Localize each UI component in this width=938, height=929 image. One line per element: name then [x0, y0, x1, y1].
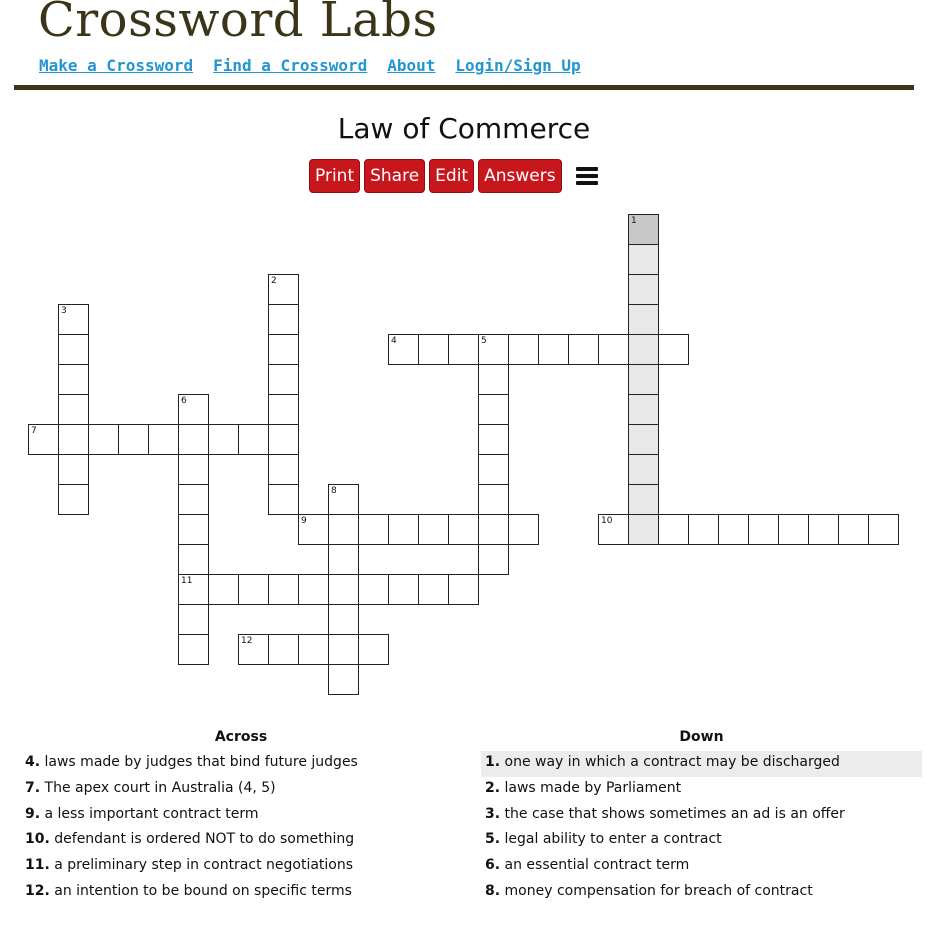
- grid-cell[interactable]: [178, 424, 209, 455]
- main-nav: [39, 56, 581, 75]
- grid-cell[interactable]: [748, 514, 779, 545]
- grid-cell[interactable]: [628, 214, 659, 245]
- grid-cell[interactable]: [178, 454, 209, 485]
- edit-button[interactable]: Edit: [429, 159, 474, 193]
- cell-number: 2: [271, 276, 277, 286]
- grid-cell[interactable]: [178, 514, 209, 545]
- grid-cell[interactable]: [448, 514, 479, 545]
- clue-text: laws made by judges that bind future judges: [40, 754, 358, 770]
- grid-cell[interactable]: [478, 424, 509, 455]
- grid-cell[interactable]: [58, 484, 89, 515]
- grid-cell[interactable]: [28, 424, 59, 455]
- nav-about[interactable]: About: [387, 56, 436, 75]
- clue-text: the case that shows sometimes an ad is an offer: [500, 805, 845, 822]
- header-divider: [14, 85, 914, 90]
- grid-cell[interactable]: [718, 514, 749, 545]
- grid-cell[interactable]: [58, 364, 89, 395]
- grid-cell[interactable]: [838, 514, 869, 545]
- clue-text: The apex court in Australia (4, 5): [40, 779, 276, 796]
- cell-number: 9: [301, 516, 307, 526]
- clue-text: legal ability to enter a contract: [500, 831, 722, 848]
- clue-text: laws made by Parliament: [500, 779, 682, 796]
- grid-cell[interactable]: [508, 514, 539, 545]
- site-logo[interactable]: Crossword Labs: [38, 0, 438, 48]
- nav-login-signup[interactable]: Login/Sign Up: [455, 56, 581, 75]
- grid-cell[interactable]: [268, 394, 299, 425]
- grid-cell[interactable]: [688, 514, 719, 545]
- down-clues: [481, 729, 922, 906]
- grid-cell[interactable]: [778, 514, 809, 545]
- clue-number: 3.: [485, 805, 501, 822]
- grid-cell[interactable]: [178, 394, 209, 425]
- grid-cell[interactable]: [478, 364, 509, 395]
- grid-cell[interactable]: [628, 364, 659, 395]
- grid-cell[interactable]: [148, 424, 179, 455]
- cell-number: 10: [601, 516, 613, 526]
- grid-cell[interactable]: [178, 574, 209, 605]
- clue-number: 1.: [485, 754, 501, 770]
- grid-cell[interactable]: [268, 274, 299, 305]
- nav-make-crossword[interactable]: Make a Crossword: [39, 56, 194, 75]
- grid-cell[interactable]: [208, 574, 239, 605]
- grid-cell[interactable]: [178, 544, 209, 575]
- grid-cell[interactable]: [808, 514, 839, 545]
- grid-cell[interactable]: [238, 634, 269, 665]
- clue-down[interactable]: [481, 751, 922, 777]
- grid-cell[interactable]: [328, 544, 359, 575]
- clue-text: one way in which a contract may be discharged: [500, 754, 840, 770]
- cell-number: 6: [181, 396, 187, 406]
- grid-cell[interactable]: [418, 574, 449, 605]
- grid-cell[interactable]: [478, 334, 509, 365]
- clue-down[interactable]: [481, 777, 922, 803]
- share-button[interactable]: Share: [364, 159, 425, 193]
- grid-cell[interactable]: [388, 334, 419, 365]
- clue-number: 2.: [485, 779, 501, 796]
- grid-cell[interactable]: [388, 514, 419, 545]
- clue-across[interactable]: [21, 880, 461, 906]
- clue-number: 8.: [485, 882, 501, 899]
- across-clues: [21, 729, 461, 906]
- grid-cell[interactable]: [628, 244, 659, 275]
- grid-cell[interactable]: [268, 334, 299, 365]
- grid-cell[interactable]: [658, 334, 689, 365]
- grid-cell[interactable]: [298, 514, 329, 545]
- grid-cell[interactable]: [538, 334, 569, 365]
- clue-number: 6.: [485, 857, 501, 874]
- grid-cell[interactable]: [628, 484, 659, 515]
- grid-cell[interactable]: [58, 304, 89, 335]
- grid-cell[interactable]: [328, 574, 359, 605]
- clue-down[interactable]: [481, 803, 922, 829]
- grid-cell[interactable]: [268, 574, 299, 605]
- clue-down[interactable]: [481, 854, 922, 880]
- clue-text: defendant is ordered NOT to do something: [49, 831, 355, 848]
- grid-cell[interactable]: [508, 334, 539, 365]
- puzzle-toolbar: [309, 159, 598, 193]
- clue-down[interactable]: [481, 880, 922, 906]
- grid-cell[interactable]: [448, 334, 479, 365]
- grid-cell[interactable]: [178, 634, 209, 665]
- clue-across[interactable]: [21, 777, 461, 803]
- grid-cell[interactable]: [358, 514, 389, 545]
- clue-number: 7.: [25, 779, 41, 796]
- grid-cell[interactable]: [268, 484, 299, 515]
- grid-cell[interactable]: [178, 484, 209, 515]
- grid-cell[interactable]: [58, 394, 89, 425]
- clue-text: a preliminary step in contract negotiations: [49, 857, 354, 874]
- clue-text: a less important contract term: [40, 805, 259, 822]
- answers-button[interactable]: Answers: [478, 159, 561, 193]
- grid-cell[interactable]: [298, 634, 329, 665]
- down-heading: Down: [679, 729, 724, 745]
- grid-cell[interactable]: [418, 334, 449, 365]
- clue-across[interactable]: [21, 751, 461, 777]
- grid-cell[interactable]: [88, 424, 119, 455]
- clue-text: an intention to be bound on specific terms: [49, 882, 352, 899]
- grid-cell[interactable]: [388, 574, 419, 605]
- grid-cell[interactable]: [358, 574, 389, 605]
- puzzle-title: Law of Commerce: [337, 112, 591, 145]
- clue-down[interactable]: [481, 828, 922, 854]
- clue-number: 5.: [485, 831, 501, 848]
- grid-cell[interactable]: [328, 664, 359, 695]
- grid-cell[interactable]: [448, 574, 479, 605]
- grid-cell[interactable]: [208, 424, 239, 455]
- clue-across[interactable]: [21, 803, 461, 829]
- grid-cell[interactable]: [268, 454, 299, 485]
- clue-number: 11.: [25, 857, 50, 874]
- grid-cell[interactable]: [628, 454, 659, 485]
- grid-cell[interactable]: [358, 634, 389, 665]
- grid-cell[interactable]: [478, 394, 509, 425]
- print-button[interactable]: Print: [309, 159, 360, 193]
- nav-find-crossword[interactable]: Find a Crossword: [213, 56, 368, 75]
- grid-cell[interactable]: [568, 334, 599, 365]
- grid-cell[interactable]: [58, 454, 89, 485]
- grid-cell[interactable]: [328, 634, 359, 665]
- clue-text: an essential contract term: [500, 857, 690, 874]
- grid-cell[interactable]: [238, 424, 269, 455]
- grid-cell[interactable]: [298, 574, 329, 605]
- cell-number: 4: [391, 336, 397, 346]
- clue-number: 10.: [25, 831, 50, 848]
- grid-cell[interactable]: [478, 544, 509, 575]
- grid-cell[interactable]: [58, 334, 89, 365]
- grid-cell[interactable]: [598, 514, 629, 545]
- grid-cell[interactable]: [268, 304, 299, 335]
- grid-cell[interactable]: [628, 274, 659, 305]
- grid-cell[interactable]: [598, 334, 629, 365]
- cell-number: 1: [631, 216, 637, 226]
- clue-text: money compensation for breach of contract: [500, 882, 813, 899]
- grid-cell[interactable]: [868, 514, 899, 545]
- grid-cell[interactable]: [238, 574, 269, 605]
- grid-cell[interactable]: [58, 424, 89, 455]
- grid-cell[interactable]: [268, 424, 299, 455]
- grid-cell[interactable]: [328, 604, 359, 635]
- hamburger-menu-icon[interactable]: [576, 165, 598, 187]
- clue-number: 12.: [25, 882, 50, 899]
- cell-number: 11: [181, 576, 193, 586]
- across-heading: Across: [214, 729, 268, 745]
- grid-cell[interactable]: [268, 364, 299, 395]
- grid-cell[interactable]: [628, 394, 659, 425]
- grid-cell[interactable]: [268, 634, 299, 665]
- cell-number: 8: [331, 486, 337, 496]
- cell-number: 5: [481, 336, 487, 346]
- cell-number: 7: [31, 426, 37, 436]
- grid-cell[interactable]: [628, 424, 659, 455]
- cell-number: 12: [241, 636, 253, 646]
- grid-cell[interactable]: [118, 424, 149, 455]
- clue-across[interactable]: [21, 854, 461, 880]
- grid-cell[interactable]: [478, 484, 509, 515]
- grid-cell[interactable]: [628, 304, 659, 335]
- grid-cell[interactable]: [658, 514, 689, 545]
- grid-cell[interactable]: [628, 514, 659, 545]
- grid-cell[interactable]: [478, 454, 509, 485]
- clue-number: 4.: [25, 754, 41, 770]
- grid-cell[interactable]: [328, 484, 359, 515]
- grid-cell[interactable]: [628, 334, 659, 365]
- grid-cell[interactable]: [178, 604, 209, 635]
- grid-cell[interactable]: [418, 514, 449, 545]
- cell-number: 3: [61, 306, 67, 316]
- grid-cell[interactable]: [478, 514, 509, 545]
- clue-across[interactable]: [21, 828, 461, 854]
- clue-number: 9.: [25, 805, 41, 822]
- grid-cell[interactable]: [328, 514, 359, 545]
